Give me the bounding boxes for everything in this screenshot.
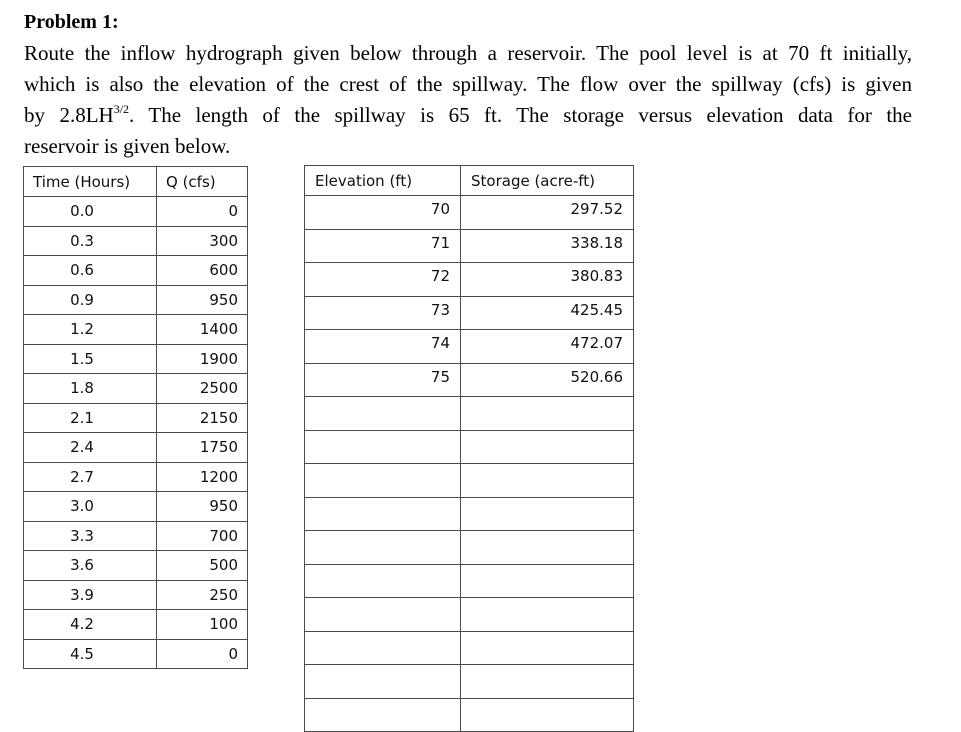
- time-cell: 3.9: [24, 580, 157, 610]
- table-row: [24, 433, 248, 463]
- table-row: [24, 344, 248, 374]
- time-cell: 0.6: [24, 256, 157, 286]
- statement-line-3: [24, 100, 912, 131]
- flow-cell: 0: [157, 639, 248, 669]
- table-row: [305, 397, 634, 431]
- flow-cell: 0: [157, 197, 248, 227]
- table-row: [305, 665, 634, 699]
- table-row: [305, 296, 634, 330]
- storage-cell: [461, 531, 634, 565]
- table-row: [305, 598, 634, 632]
- time-cell: 2.4: [24, 433, 157, 463]
- flow-cell: 300: [157, 226, 248, 256]
- elevation-cell: 75: [305, 363, 461, 397]
- statement-line-2: which is also the elevation of the crest of the spillway. The flow over the spillway (cfs) is given: [24, 72, 912, 96]
- table-row: [24, 580, 248, 610]
- storage-cell: 472.07: [461, 330, 634, 364]
- column-header-time: Time (Hours): [24, 167, 157, 197]
- table-row: [305, 229, 634, 263]
- table-row: [305, 631, 634, 665]
- table-row: [24, 256, 248, 286]
- storage-cell: 380.83: [461, 263, 634, 297]
- table-row: [305, 531, 634, 565]
- table-row: [24, 492, 248, 522]
- flow-cell: 100: [157, 610, 248, 640]
- flow-cell: 500: [157, 551, 248, 581]
- table-row: [24, 551, 248, 581]
- flow-cell: 950: [157, 285, 248, 315]
- storage-cell: [461, 665, 634, 699]
- elevation-cell: 74: [305, 330, 461, 364]
- time-cell: 1.5: [24, 344, 157, 374]
- storage-cell: [461, 631, 634, 665]
- table-row: [305, 497, 634, 531]
- elevation-cell: [305, 430, 461, 464]
- time-cell: 2.1: [24, 403, 157, 433]
- statement-line-3-rest: . The length of the spillway is 65 ft. The storage versus elevation data for the: [129, 103, 912, 127]
- elevation-cell: [305, 631, 461, 665]
- storage-cell: [461, 397, 634, 431]
- storage-cell: [461, 464, 634, 498]
- storage-cell: [461, 430, 634, 464]
- storage-cell: 338.18: [461, 229, 634, 263]
- table-row: [305, 330, 634, 364]
- time-cell: 3.0: [24, 492, 157, 522]
- time-cell: 3.3: [24, 521, 157, 551]
- elevation-cell: [305, 564, 461, 598]
- elevation-cell: [305, 464, 461, 498]
- time-cell: 1.8: [24, 374, 157, 404]
- flow-cell: 1400: [157, 315, 248, 345]
- storage-cell: 425.45: [461, 296, 634, 330]
- table-row: [24, 403, 248, 433]
- table-row: [305, 363, 634, 397]
- flow-cell: 1200: [157, 462, 248, 492]
- table-row: [24, 521, 248, 551]
- elevation-cell: 70: [305, 196, 461, 230]
- time-cell: 0.9: [24, 285, 157, 315]
- elevation-cell: [305, 397, 461, 431]
- table-row: [305, 464, 634, 498]
- statement-line-4: reservoir is given below.: [24, 134, 231, 158]
- elevation-cell: 71: [305, 229, 461, 263]
- problem-heading: Problem 1:: [24, 11, 119, 33]
- time-cell: 3.6: [24, 551, 157, 581]
- storage-elevation-table: [304, 165, 634, 732]
- storage-cell: [461, 598, 634, 632]
- time-cell: 1.2: [24, 315, 157, 345]
- table-row: [305, 564, 634, 598]
- table-row: [24, 462, 248, 492]
- flow-cell: 2500: [157, 374, 248, 404]
- column-header-elevation: Elevation (ft): [305, 166, 461, 196]
- inflow-hydrograph-table: [23, 166, 248, 669]
- table-row: [24, 374, 248, 404]
- elevation-cell: [305, 531, 461, 565]
- elevation-cell: [305, 598, 461, 632]
- table-row: [305, 430, 634, 464]
- elevation-cell: 73: [305, 296, 461, 330]
- table-row: [305, 196, 634, 230]
- flow-cell: 1750: [157, 433, 248, 463]
- flow-cell: 700: [157, 521, 248, 551]
- storage-cell: 297.52: [461, 196, 634, 230]
- flow-cell: 600: [157, 256, 248, 286]
- table-row: [24, 226, 248, 256]
- table-row: [24, 610, 248, 640]
- storage-cell: [461, 564, 634, 598]
- formula-exponent: 3/2: [113, 102, 130, 116]
- column-header-flow: Q (cfs): [157, 167, 248, 197]
- statement-line-1: Route the inflow hydrograph given below through a reservoir. The pool level is at 70 ft initially,: [24, 41, 912, 65]
- flow-cell: 1900: [157, 344, 248, 374]
- table-row: [24, 285, 248, 315]
- column-header-storage: Storage (acre-ft): [461, 166, 634, 196]
- table-row: [24, 197, 248, 227]
- time-cell: 0.3: [24, 226, 157, 256]
- flow-cell: 250: [157, 580, 248, 610]
- formula-text: by 2.8LH: [24, 103, 114, 127]
- problem-statement: [24, 38, 912, 162]
- time-cell: 4.5: [24, 639, 157, 669]
- flow-cell: 950: [157, 492, 248, 522]
- elevation-cell: [305, 665, 461, 699]
- elevation-cell: [305, 497, 461, 531]
- elevation-cell: 72: [305, 263, 461, 297]
- table-header-row: [24, 167, 248, 197]
- storage-cell: [461, 497, 634, 531]
- time-cell: 2.7: [24, 462, 157, 492]
- flow-cell: 2150: [157, 403, 248, 433]
- table-row: [24, 639, 248, 669]
- storage-cell: 520.66: [461, 363, 634, 397]
- table-row: [305, 263, 634, 297]
- table-row: [24, 315, 248, 345]
- table-header-row: [305, 166, 634, 196]
- time-cell: 4.2: [24, 610, 157, 640]
- time-cell: 0.0: [24, 197, 157, 227]
